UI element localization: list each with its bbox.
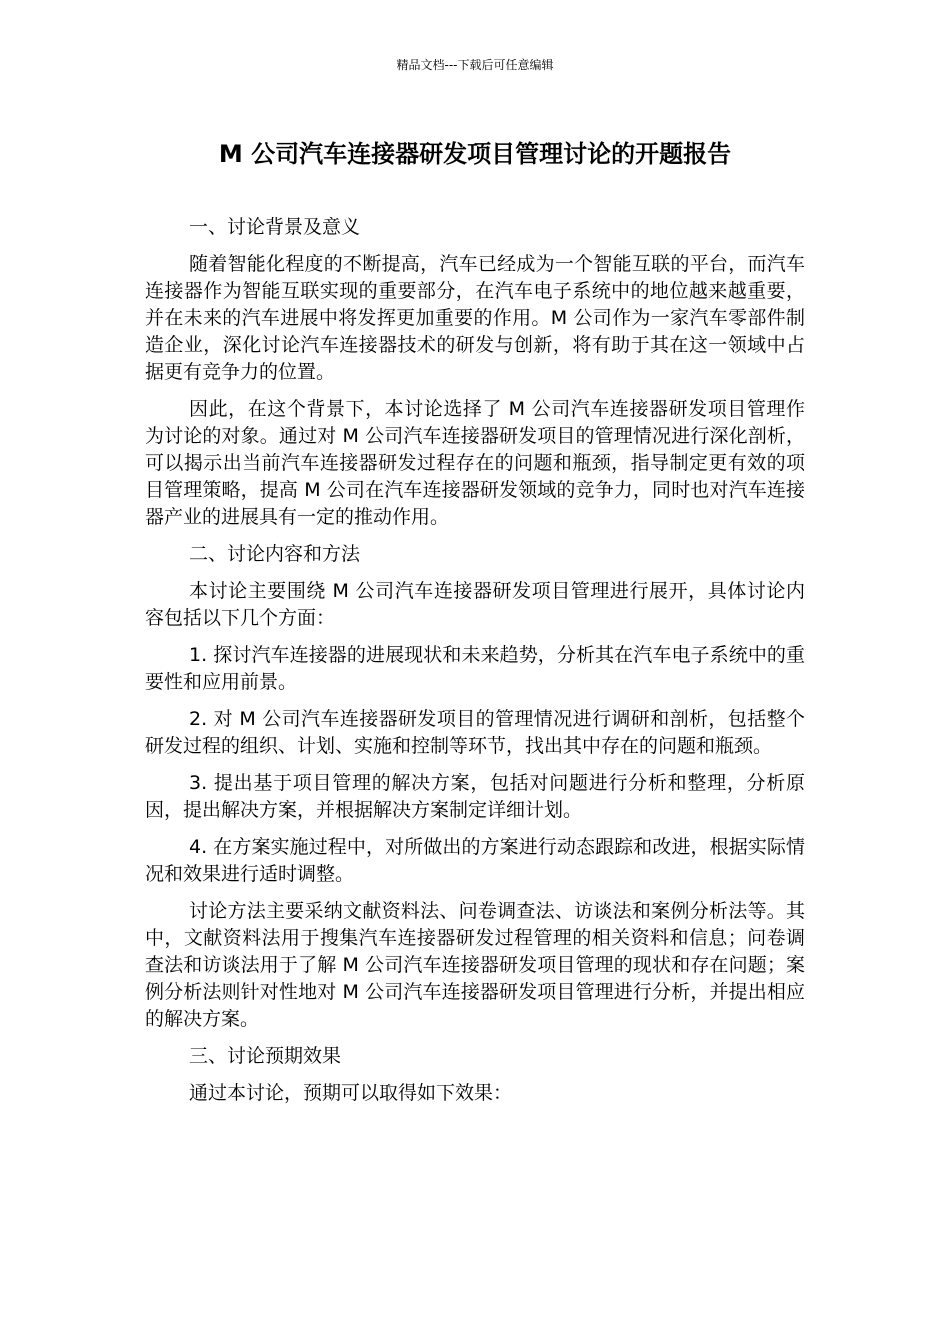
page-header-note: 精品文档---下载后可任意编辑: [396, 58, 554, 72]
paragraph-background-2: 因此，在这个背景下，本讨论选择了 M 公司汽车连接器研发项目管理作为讨论的对象。通过对 M 公司汽车连接器研发项目的管理情况进行深化剖析，可以揭示出当前汽车连接器研发过程存在的问题和瓶颈，指导制定更有效的项目管理策略，提高 M 公司在汽车连接器研发领域的竞争力，同时也对汽车连接器产业的进展具有一定的推动作用。: [145, 398, 805, 528]
list-item-1: 1. 探讨汽车连接器的进展现状和未来趋势，分析其在汽车电子系统中的重要性和应用前景。: [145, 644, 805, 693]
document-title: M 公司汽车连接器研发项目管理讨论的开题报告: [218, 140, 732, 168]
paragraph-background-1: 随着智能化程度的不断提高，汽车已经成为一个智能互联的平台，而汽车连接器作为智能互联实现的重要部分，在汽车电子系统中的地位越来越重要，并在未来的汽车进展中将发挥更加重要的作用。M 公司作为一家汽车零部件制造企业，深化讨论汽车连接器技术的研发与创新，将有助于其在这一领域中占据更有竞争力的位置。: [145, 253, 805, 383]
list-item-3: 3. 提出基于项目管理的解决方案，包括对问题进行分析和整理，分析原因，提出解决方案，并根据解决方案制定详细计划。: [145, 772, 805, 821]
paragraph-expected-intro: 通过本讨论，预期可以取得如下效果：: [189, 1082, 513, 1104]
document-body: [145, 214, 805, 1117]
paragraph-content-intro: 本讨论主要围绕 M 公司汽车连接器研发项目管理进行展开，具体讨论内容包括以下几个方面：: [145, 580, 805, 629]
section-heading-content-method: 二、讨论内容和方法: [189, 543, 361, 565]
paragraph-methods: 讨论方法主要采纳文献资料法、问卷调查法、访谈法和案例分析法等。其中，文献资料法用于搜集汽车连接器研发过程管理的相关资料和信息；问卷调查法和访谈法用于了解 M 公司汽车连接器研发项目管理的现状和存在问题；案例分析法则针对性地对 M 公司汽车连接器研发项目管理进行分析，并提出相应的解决方案。: [145, 900, 805, 1030]
list-item-4: 4. 在方案实施过程中，对所做出的方案进行动态跟踪和改进，根据实际情况和效果进行适时调整。: [145, 836, 805, 885]
section-heading-background: 一、讨论背景及意义: [189, 216, 361, 238]
section-heading-expected-effect: 三、讨论预期效果: [189, 1045, 342, 1067]
list-item-2: 2. 对 M 公司汽车连接器研发项目的管理情况进行调研和剖析，包括整个研发过程的组织、计划、实施和控制等环节，找出其中存在的问题和瓶颈。: [145, 708, 805, 757]
